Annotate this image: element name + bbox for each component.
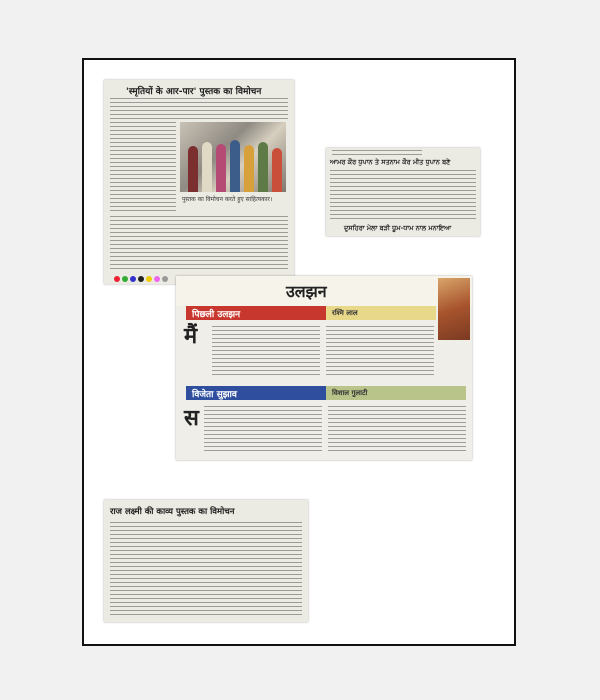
clipping-book-release-2 — [104, 500, 308, 622]
clip2-footer-headline: ਦੁਸਹਿਰਾ ਮੇਲਾ ਬੜੀ ਧੂਮ-ਧਾਮ ਨਾਲ ਮਨਾਇਆ — [344, 224, 452, 232]
clip3-corner-photo — [438, 278, 470, 340]
clip3-dropcap-2: स — [184, 405, 199, 431]
clip4-text-block — [110, 522, 302, 616]
clipping-book-release-1 — [104, 80, 294, 284]
clip3-text-right-2 — [328, 406, 466, 452]
clip1-text-column — [110, 122, 176, 214]
clip1-headline: 'स्मृतियों के आर-पार' पुस्तक का विमोचन — [126, 87, 262, 97]
clip2-headline: ਆਮਰ ਕੌਰ ਧੁਪਾਨ ਤੇ ਸਤਨਾਮ ਕੌਰ ਮੀਤ ਧੁਪਾਨ ਬਣੇ — [330, 158, 451, 166]
clip1-caption: पुस्तक का विमोचन करते हुए साहित्यकार। — [182, 196, 273, 203]
clip1-text-block — [110, 98, 288, 120]
clip2-text-block — [330, 170, 476, 220]
clip1-text-bottom — [110, 216, 288, 272]
clip3-band-author: रश्मि लाल — [326, 306, 436, 320]
clip3-band-winner: विजेता सुझाव — [186, 386, 326, 400]
clipping-uljhan-column — [176, 276, 472, 460]
clip2-top-text — [332, 150, 422, 155]
scrapbook-page — [82, 58, 516, 646]
clip3-title: उलझन — [286, 282, 327, 301]
clip3-text-left — [212, 326, 320, 376]
clip4-headline: राज लक्ष्मी की काव्य पुस्तक का विमोचन — [110, 507, 235, 517]
clip1-photo — [180, 122, 286, 192]
clip3-text-left-2 — [204, 406, 322, 452]
clip3-band-previous: पिछली उलझन — [186, 306, 326, 320]
clip3-band-winner-author: विशाल गुलाटी — [326, 386, 466, 400]
clip3-dropcap-1: मैं — [184, 323, 198, 349]
clipping-punjabi-news — [326, 148, 480, 236]
clip3-text-right — [326, 326, 434, 376]
